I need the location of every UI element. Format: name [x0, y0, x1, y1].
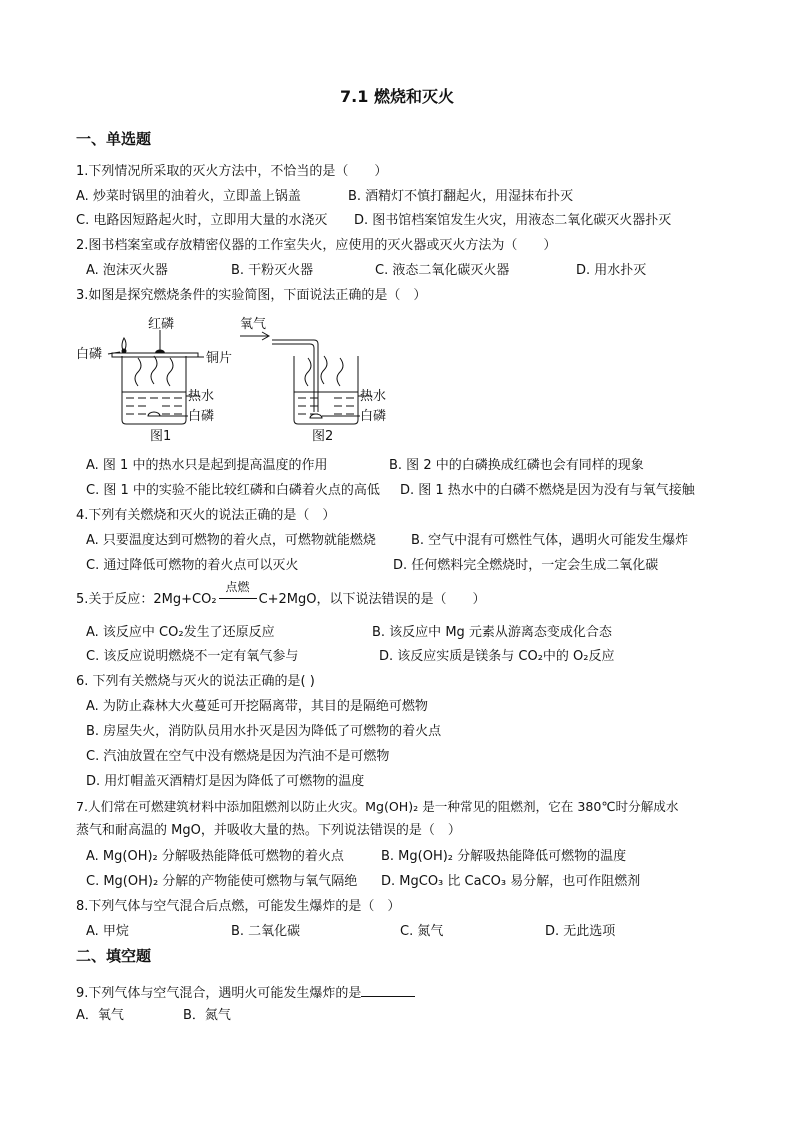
q3-option-d: D. 图 1 热水中的白磷不燃烧是因为没有与氧气接触 [400, 483, 695, 498]
q7-option-d: D. MgCO₃ 比 CaCO₃ 易分解，也可作阻燃剂 [381, 874, 641, 889]
q1-option-d: D. 图书馆档案馆发生火灾，用液态二氧化碳灭火器扑灭 [354, 213, 672, 228]
q9-option-a: A．氧气 [76, 1008, 124, 1023]
q5-reaction-arrow [217, 580, 259, 609]
q4-option-b: B. 空气中混有可燃性气体，遇明火可能发生爆炸 [411, 533, 689, 548]
q4-option-d: D. 任何燃料完全燃烧时，一定会生成二氧化碳 [393, 558, 659, 573]
q7-stem-line1: 7.人们常在可燃建筑材料中添加阻燃剂以防止火灾。Mg(OH)₂ 是一种常见的阻燃剂，它在 380℃时分解成水 [76, 799, 679, 814]
figure-2-apparatus [240, 332, 372, 424]
q1-stem: 1.下列情况所采取的灭火方法中，不恰当的是（ ） [76, 164, 388, 179]
label-oxygen: 氧气 [240, 317, 267, 332]
q2-option-c: C. 液态二氧化碳灭火器 [375, 263, 510, 278]
q5-option-c: C. 该反应说明燃烧不一定有氧气参与 [86, 649, 299, 664]
q3-option-a: A. 图 1 中的热水只是起到提高温度的作用 [86, 458, 328, 473]
q5-option-a: A. 该反应中 CO₂发生了还原反应 [86, 625, 275, 640]
q7-option-b: B. Mg(OH)₂ 分解吸热能降低可燃物的温度 [381, 849, 627, 864]
combustion-experiment-figure [72, 314, 412, 446]
q3-stem: 3.如图是探究燃烧条件的实验简图，下面说法正确的是（ ） [76, 288, 427, 303]
q5-reaction-condition: 点燃 [225, 580, 250, 594]
q6-option-a: A. 为防止森林大火蔓延可开挖隔离带，其目的是隔绝可燃物 [86, 699, 428, 714]
label-red-phosphorus: 红磷 [148, 317, 175, 332]
q5-option-d: D. 该反应实质是镁条与 CO₂中的 O₂反应 [379, 649, 615, 664]
page-title: 7.1 燃烧和灭火 [340, 87, 454, 106]
label-white-phosphorus-fig2: 白磷 [360, 409, 387, 424]
label-copper-sheet: 铜片 [206, 351, 233, 366]
figure-1-apparatus [112, 353, 198, 424]
q7-option-c: C. Mg(OH)₂ 分解的产物能使可燃物与氧气隔绝 [86, 874, 358, 889]
q1-option-b: B. 酒精灯不慎打翻起火，用湿抹布扑灭 [348, 189, 574, 204]
label-white-phosphorus-fig1-water: 白磷 [188, 409, 215, 424]
q5-stem-products: C+2MgO，以下说法错误的是（ ） [258, 592, 486, 607]
q4-stem: 4.下列有关燃烧和灭火的说法正确的是（ ） [76, 508, 336, 523]
q6-option-c: C. 汽油放置在空气中没有燃烧是因为汽油不是可燃物 [86, 749, 390, 764]
q7-option-a: A. Mg(OH)₂ 分解吸热能降低可燃物的着火点 [86, 849, 344, 864]
q4-option-a: A. 只要温度达到可燃物的着火点，可燃物就能燃烧 [86, 533, 376, 548]
section-heading-single-choice: 一、单选题 [76, 130, 152, 148]
q8-option-b: B. 二氧化碳 [231, 924, 301, 939]
q5-stem [76, 580, 486, 609]
label-figure-2: 图2 [312, 429, 334, 444]
q1-option-c: C. 电路因短路起火时，立即用大量的水浇灭 [76, 213, 328, 228]
q6-stem: 6. 下列有关燃烧与灭火的说法正确的是( ) [76, 674, 315, 689]
q8-option-a: A. 甲烷 [86, 924, 129, 939]
q2-option-a: A. 泡沫灭火器 [86, 263, 168, 278]
q8-stem: 8.下列气体与空气混合后点燃，可能发生爆炸的是（ ） [76, 899, 401, 914]
q3-option-b: B. 图 2 中的白磷换成红磷也会有同样的现象 [389, 458, 644, 473]
q9-option-b: B．氮气 [183, 1008, 231, 1023]
section-heading-fill-in: 二、填空题 [76, 947, 152, 965]
q2-stem: 2.图书档案室或存放精密仪器的工作室失火，应使用的灭火器或灭火方法为（ ） [76, 238, 557, 253]
q8-option-c: C. 氮气 [400, 924, 444, 939]
q5-option-b: B. 该反应中 Mg 元素从游离态变成化合态 [372, 625, 612, 640]
q6-option-d: D. 用灯帽盖灭酒精灯是因为降低了可燃物的温度 [86, 774, 365, 789]
q4-option-c: C. 通过降低可燃物的着火点可以灭火 [86, 558, 299, 573]
q1-option-a: A. 炒菜时锅里的油着火，立即盖上锅盖 [76, 189, 301, 204]
q6-option-b: B. 房屋失火，消防队员用水扑灭是因为降低了可燃物的着火点 [86, 724, 442, 739]
q9-stem [76, 982, 415, 1003]
q9-answer-blank[interactable] [361, 982, 415, 997]
label-figure-1: 图1 [150, 429, 172, 444]
q2-option-b: B. 干粉灭火器 [231, 263, 314, 278]
q7-stem-line2: 蒸气和耐高温的 MgO，并吸收大量的热。下列说法错误的是（ ） [76, 823, 461, 838]
q5-stem-reactants: 5.关于反应：2Mg+CO₂ [76, 592, 217, 607]
label-hot-water-fig2: 热水 [360, 389, 387, 404]
q9-stem-text: 9.下列气体与空气混合，遇明火可能发生爆炸的是 [76, 986, 362, 1001]
q2-option-d: D. 用水扑灭 [576, 263, 647, 278]
label-hot-water-fig1: 热水 [188, 389, 215, 404]
label-white-phosphorus-fig1-top: 白磷 [76, 347, 103, 362]
q8-option-d: D. 无此选项 [545, 924, 616, 939]
q3-option-c: C. 图 1 中的实验不能比较红磷和白磷着火点的高低 [86, 483, 380, 498]
